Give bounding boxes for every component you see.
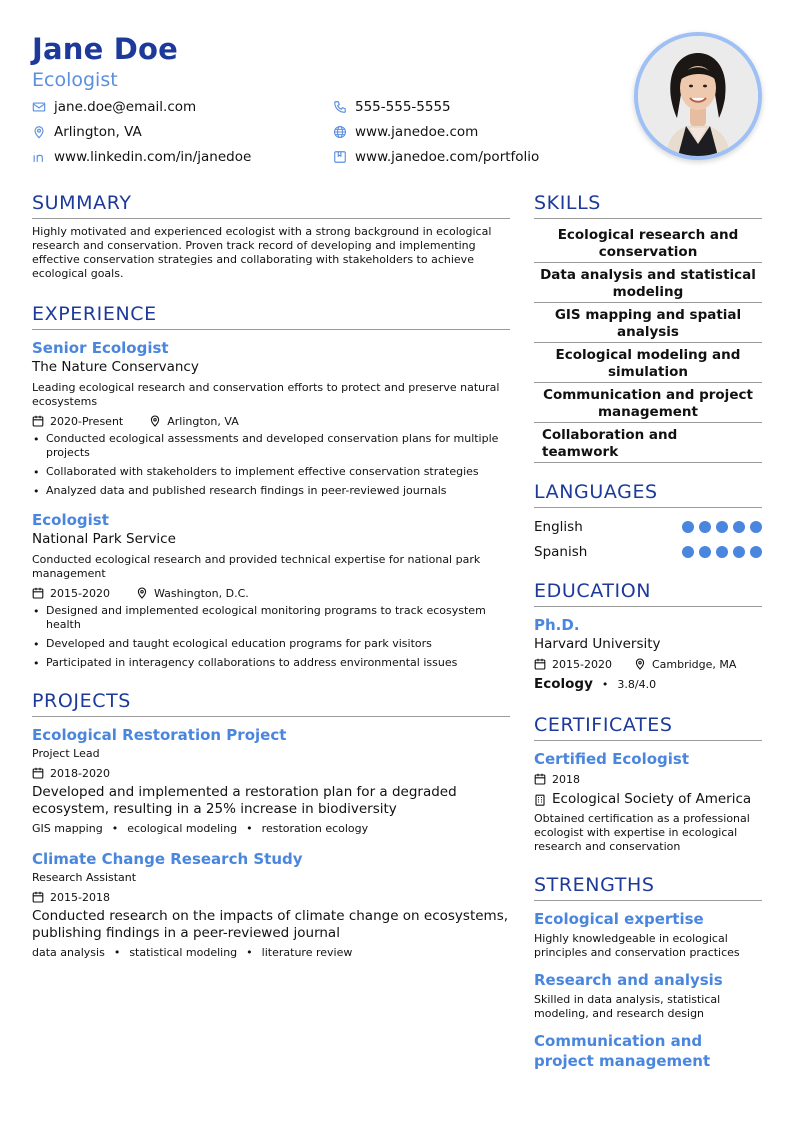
- project-title: Climate Change Research Study: [32, 850, 303, 868]
- list-item: • Participated in interagency collaborations to address environmental issues: [32, 656, 510, 670]
- certificate-issuer-row: [534, 790, 762, 809]
- project-role: Project Lead: [32, 747, 100, 760]
- tag: data analysis: [32, 946, 105, 959]
- candidate-title: Ecologist: [32, 69, 118, 91]
- phone-icon: [333, 100, 347, 114]
- project-description: Conducted research on the impacts of climate change on ecosystems, publishing findings in a peer-reviewed journal: [32, 908, 509, 941]
- location-icon: [149, 415, 161, 427]
- tag: literature review: [261, 946, 353, 959]
- job-meta: [32, 585, 510, 601]
- strength-item: [534, 909, 762, 960]
- experience-item: [32, 510, 510, 670]
- experience-heading: EXPERIENCE: [32, 301, 510, 330]
- language-name: English: [534, 518, 583, 535]
- job-location: Arlington, VA: [167, 414, 239, 428]
- level-dot: [733, 546, 745, 558]
- list-item: • Collaborated with stakeholders to implement effective conservation strategies: [32, 465, 510, 479]
- project-tags: GIS mapping • ecological modeling • restoration ecology: [32, 822, 369, 835]
- education-field: Ecology: [534, 676, 593, 692]
- education-item: [534, 615, 762, 694]
- tag: restoration ecology: [261, 822, 369, 835]
- strength-description: Highly knowledgeable in ecological principles and conservation practices: [534, 932, 740, 959]
- calendar-icon: [534, 658, 546, 670]
- project-dates: 2015-2018: [50, 890, 110, 904]
- company-name: National Park Service: [32, 531, 176, 547]
- project-meta: [32, 765, 510, 781]
- strength-title: Research and analysis: [534, 971, 723, 989]
- phone-text: 555-555-5555: [355, 99, 451, 115]
- strength-title: Ecological expertise: [534, 910, 704, 928]
- tag: GIS mapping: [32, 822, 103, 835]
- experience-item: [32, 338, 510, 498]
- project-dates: 2018-2020: [50, 766, 110, 780]
- school-name: Harvard University: [534, 636, 661, 652]
- globe-icon: [333, 125, 347, 139]
- linkedin-text: www.linkedin.com/in/janedoe: [54, 149, 252, 165]
- job-description: Conducted ecological research and provided technical expertise for national park management: [32, 553, 481, 580]
- education-meta: [534, 656, 762, 672]
- left-column: [32, 190, 510, 959]
- level-dot: [733, 521, 745, 533]
- skill-item: Ecological modeling and simulation: [534, 343, 762, 383]
- level-dot: [716, 546, 728, 558]
- certificates-heading: CERTIFICATES: [534, 712, 762, 741]
- strength-item: [534, 970, 762, 1021]
- tag: statistical modeling: [129, 946, 238, 959]
- location-icon: [136, 587, 148, 599]
- job-title: Ecologist: [32, 511, 109, 529]
- project-item: [32, 849, 510, 959]
- linkedin-icon: [32, 150, 46, 164]
- skill-item: GIS mapping and spatial analysis: [534, 303, 762, 343]
- list-item: • Designed and implemented ecological monitoring programs to track ecosystem health: [32, 604, 510, 632]
- skill-item: Ecological research and conservation: [534, 223, 762, 263]
- level-dot: [716, 521, 728, 533]
- calendar-icon: [32, 415, 44, 427]
- summary-text: Highly motivated and experienced ecologist with a strong background in ecological research and conservation. Proven track record of developing and implementing effective conservation strategies and collaborating with stakeholders to achieve ecological goals.: [32, 225, 492, 280]
- skills-list: [534, 223, 762, 463]
- candidate-name: Jane Doe: [32, 32, 179, 66]
- level-dot: [682, 521, 694, 533]
- job-bullets: [32, 432, 510, 498]
- list-item: • Developed and taught ecological education programs for park visitors: [32, 637, 510, 651]
- education-location: Cambridge, MA: [651, 657, 737, 671]
- job-meta: [32, 413, 510, 429]
- education-field-row: [534, 675, 762, 694]
- job-dates: 2020-Present: [50, 414, 124, 428]
- project-title: Ecological Restoration Project: [32, 726, 287, 744]
- right-column: [534, 190, 762, 1071]
- degree: Ph.D.: [534, 616, 580, 634]
- job-title: Senior Ecologist: [32, 339, 169, 357]
- skill-item: Communication and project management: [534, 383, 762, 423]
- project-item: [32, 725, 510, 835]
- email-text: jane.doe@email.com: [54, 99, 197, 115]
- education-gpa: 3.8/4.0: [617, 677, 657, 691]
- projects-heading: PROJECTS: [32, 688, 510, 717]
- calendar-icon: [534, 773, 546, 785]
- location-icon: [32, 125, 46, 139]
- education-heading: EDUCATION: [534, 578, 762, 607]
- building-icon: [534, 794, 546, 806]
- level-dot: [699, 521, 711, 533]
- certificate-description: Obtained certification as a professional ecologist with expertise in ecological research and conservation: [534, 812, 750, 853]
- job-bullets: [32, 604, 510, 670]
- languages-list: [534, 514, 762, 564]
- contact-list: [32, 98, 592, 166]
- contact-location: [32, 123, 333, 141]
- project-role: Research Assistant: [32, 871, 137, 884]
- certificate-issuer: Ecological Society of America: [552, 791, 752, 807]
- location-text: Arlington, VA: [54, 124, 142, 140]
- location-icon: [634, 658, 646, 670]
- website-text: www.janedoe.com: [355, 124, 479, 140]
- strength-item: [534, 1031, 762, 1071]
- job-location: Washington, D.C.: [153, 586, 249, 600]
- calendar-icon: [32, 891, 44, 903]
- certificate-item: [534, 749, 762, 854]
- skill-item: Data analysis and statistical modeling: [534, 263, 762, 303]
- summary-heading: SUMMARY: [32, 190, 510, 219]
- portfolio-icon: [333, 150, 347, 164]
- contact-website[interactable]: [333, 123, 592, 141]
- list-item: • Conducted ecological assessments and developed conservation plans for multiple projects: [32, 432, 510, 460]
- profile-photo: [634, 32, 762, 160]
- email-icon: [32, 100, 46, 114]
- education-dates: 2015-2020: [552, 657, 612, 671]
- certificate-year: 2018: [552, 772, 580, 786]
- language-row: [534, 514, 762, 539]
- skill-item: Collaboration and teamwork: [534, 423, 762, 463]
- contact-email[interactable]: [32, 98, 333, 116]
- project-meta: [32, 889, 510, 905]
- language-level-dots: [682, 546, 762, 558]
- level-dot: [750, 521, 762, 533]
- level-dot: [750, 546, 762, 558]
- tag: ecological modeling: [127, 822, 238, 835]
- level-dot: [699, 546, 711, 558]
- portfolio-text: www.janedoe.com/portfolio: [355, 149, 540, 165]
- calendar-icon: [32, 767, 44, 779]
- project-description: Developed and implemented a restoration plan for a degraded ecosystem, resulting in a 25% increase in biodiversity: [32, 784, 457, 817]
- certificate-year-row: [534, 771, 762, 787]
- calendar-icon: [32, 587, 44, 599]
- contact-phone[interactable]: [333, 98, 592, 116]
- strength-description: Skilled in data analysis, statistical modeling, and research design: [534, 993, 721, 1020]
- strength-title: Communication and project management: [534, 1032, 711, 1070]
- separator-dot: •: [601, 678, 609, 691]
- strengths-heading: STRENGTHS: [534, 872, 762, 901]
- certificate-title: Certified Ecologist: [534, 750, 690, 768]
- list-item: • Analyzed data and published research findings in peer-reviewed journals: [32, 484, 510, 498]
- skills-heading: SKILLS: [534, 190, 762, 219]
- languages-heading: LANGUAGES: [534, 479, 762, 508]
- contact-portfolio[interactable]: [333, 148, 592, 166]
- level-dot: [682, 546, 694, 558]
- project-tags: data analysis • statistical modeling • literature review: [32, 946, 353, 959]
- contact-linkedin[interactable]: [32, 148, 333, 166]
- job-dates: 2015-2020: [50, 586, 110, 600]
- language-row: [534, 539, 762, 564]
- job-description: Leading ecological research and conservation efforts to protect and preserve natural ecosystems: [32, 381, 500, 408]
- company-name: The Nature Conservancy: [32, 359, 199, 375]
- language-name: Spanish: [534, 543, 588, 560]
- resume-header: [32, 32, 762, 182]
- language-level-dots: [682, 521, 762, 533]
